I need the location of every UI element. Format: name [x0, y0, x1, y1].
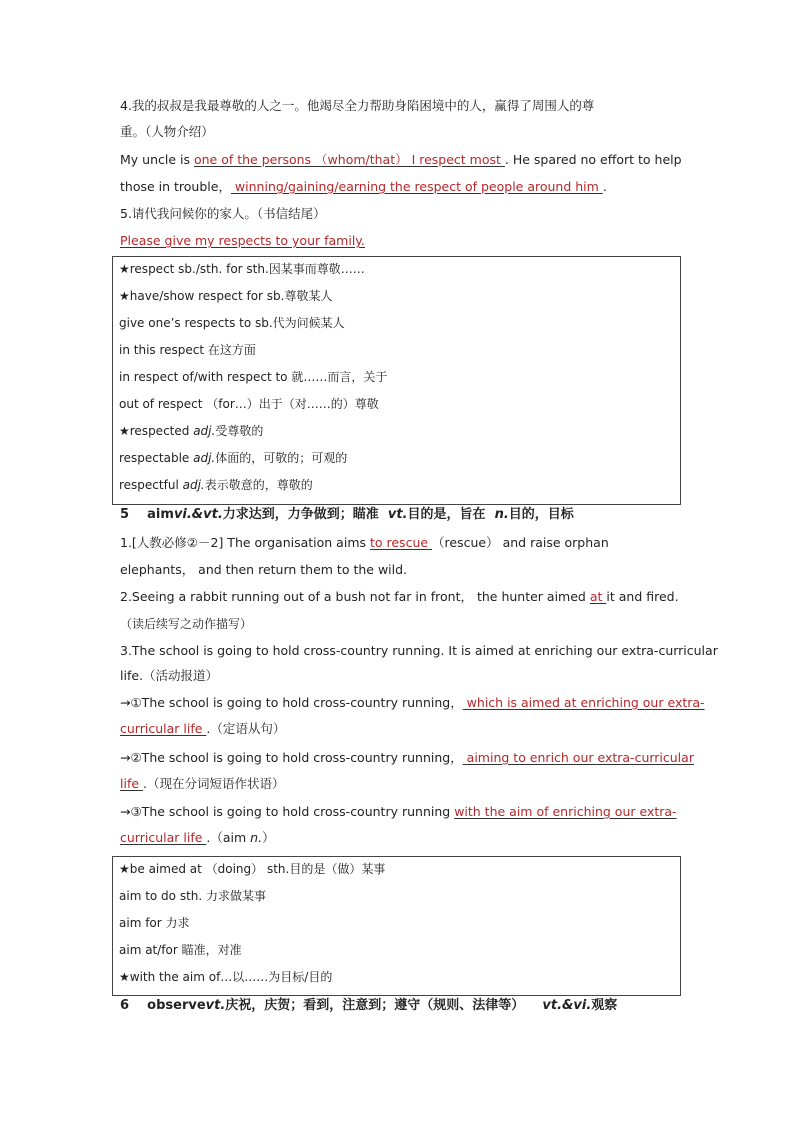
- question-4-answer-line1: [120, 152, 682, 168]
- phrase-line: ★with the aim of…以……为目标/目的: [119, 970, 333, 984]
- phrase-line: aim to do sth. 力求做某事: [119, 889, 267, 903]
- rewrite-3-line1: →③The school is going to hold cross-country running with the aim of enriching our extra-: [120, 804, 677, 819]
- question-4-prompt-line1: 4.我的叔叔是我最尊敬的人之一。他竭尽全力帮助身陷困境中的人，赢得了周围人的尊: [120, 98, 595, 113]
- answer-blank: aiming to enrich our extra-curricular: [462, 750, 694, 765]
- question-4-answer-line2: [120, 179, 607, 195]
- answer-blank: curricular life: [120, 830, 207, 845]
- phrase-line: ★have/show respect for sb.尊敬某人: [119, 289, 333, 303]
- phrase-line: ★respect sb./sth. for sth.因某事而尊敬……: [119, 262, 365, 276]
- phrase-line: out of respect （for…）出于（对……的）尊敬: [119, 397, 379, 411]
- respect-phrase-box: [112, 256, 681, 505]
- answer-blank: Please give my respects to your family.: [120, 233, 365, 248]
- phrase-line: give one’s respects to sb.代为问候某人: [119, 316, 345, 330]
- phrase-line: in this respect 在这方面: [119, 343, 256, 357]
- answer-suffix: .: [602, 179, 607, 194]
- example-1-line1: 1.[人教必修②－2] The organisation aims to rescue （rescue） and raise orphan: [120, 535, 609, 550]
- rewrite-1-line1: →①The school is going to hold cross-country running， which is aimed at enriching our extra-: [120, 695, 705, 710]
- example-2-note: （读后续写之动作描写）: [120, 617, 253, 631]
- section-5-heading: 5 aimvi.&vt.力求达到，力争做到；瞄准 vt.目的是，旨在 n.目的，目标: [120, 507, 574, 522]
- answer-prefix: those in trouble，: [120, 179, 231, 194]
- rewrite-1-line2: curricular life .（定语从句）: [120, 721, 286, 736]
- question-5-prompt: 5.请代我问候你的家人。（书信结尾）: [120, 206, 326, 221]
- phrase-line: respectable adj.体面的，可敬的；可观的: [119, 451, 348, 465]
- example-3-line1: 3.The school is going to hold cross-country running. It is aimed at enriching our extra-curricular: [120, 643, 718, 658]
- answer-blank: life: [120, 776, 144, 791]
- answer-blank: curricular life: [120, 721, 207, 736]
- answer-blank: at: [589, 589, 607, 604]
- rewrite-2-line2: life .（现在分词短语作状语）: [120, 776, 285, 791]
- question-5-answer: [120, 233, 365, 249]
- example-3-line2: life.（活动报道）: [120, 668, 219, 683]
- phrase-line: ★respected adj.受尊敬的: [119, 424, 264, 438]
- phrase-line: ★be aimed at （doing） sth.目的是（做）某事: [119, 862, 386, 876]
- answer-blank: one of the persons （whom/that） I respect most: [193, 152, 505, 167]
- rewrite-2-line1: →②The school is going to hold cross-country running， aiming to enrich our extra-curricular: [120, 750, 694, 765]
- example-1-line2: elephants， and then return them to the wild.: [120, 562, 408, 577]
- answer-suffix: . He spared no effort to help: [504, 152, 682, 167]
- phrase-line: aim for 力求: [119, 916, 190, 930]
- phrase-line: in respect of/with respect to 就……而言，关于: [119, 370, 388, 384]
- aim-phrase-box: [112, 856, 681, 996]
- answer-blank: to rescue: [369, 535, 433, 550]
- answer-prefix: My uncle is: [120, 152, 194, 167]
- example-2-line1: 2.Seeing a rabbit running out of a bush not far in front， the hunter aimed at it and fired.: [120, 589, 679, 604]
- answer-blank: which is aimed at enriching our extra-: [462, 695, 705, 710]
- answer-blank: with the aim of enriching our extra-: [454, 804, 677, 819]
- rewrite-3-line2: curricular life .（aim n.）: [120, 830, 275, 845]
- answer-blank: winning/gaining/earning the respect of people around him: [230, 179, 603, 194]
- phrase-line: aim at/for 瞄准，对准: [119, 943, 242, 957]
- question-4-prompt-line2: 重。（人物介绍）: [120, 124, 214, 139]
- section-6-heading: 6 observevt.庆祝，庆贺；看到，注意到；遵守（规则、法律等） vt.&vi.观察: [120, 998, 618, 1013]
- phrase-line: respectful adj.表示敬意的，尊敬的: [119, 478, 313, 492]
